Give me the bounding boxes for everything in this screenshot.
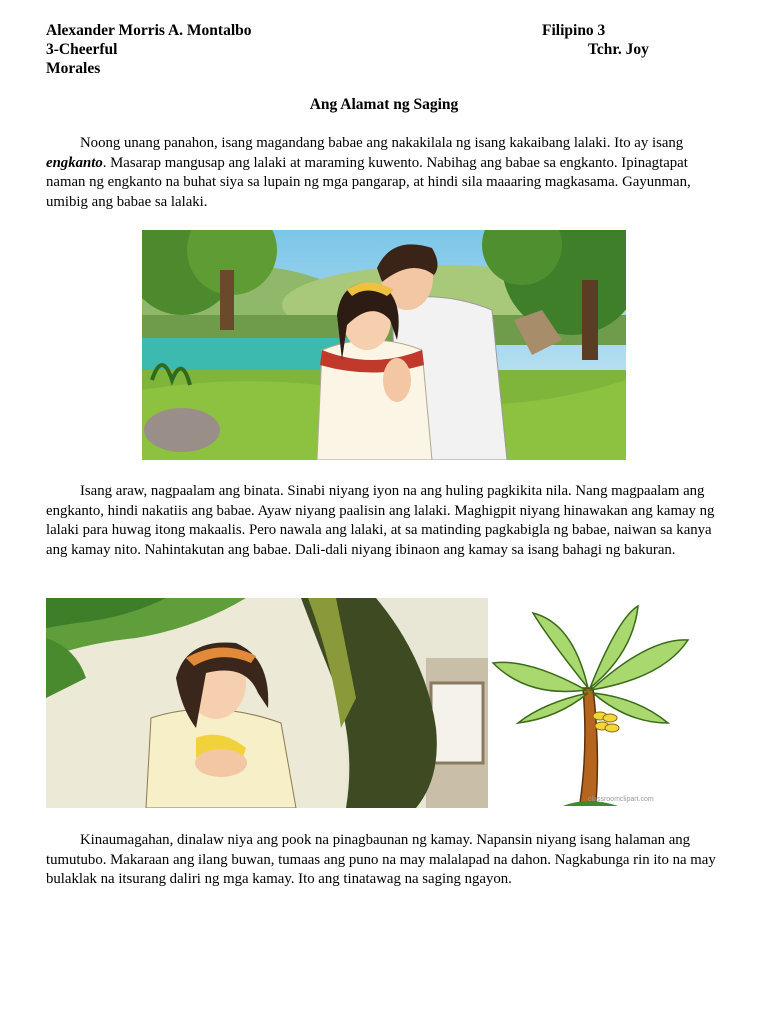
teacher-surname: Morales (46, 60, 101, 77)
paragraph-2-text: Isang araw, nagpaalam ang binata. Sinabi niyang iyon na ang huling pagkikita nila. Nang magpaalam ang engkanto, hindi nakatiis ang babae. Ayaw niyang paalisin ang lalaki. Maghigpit niyang hinawakan ang kamay ng lalaki para huwag itong makaalis. Pero nawala ang lalaki, at sa matinding pagkabigla ng babae, naiwan sa kanya ang kamay nito. Nahintakutan ang babae. Dali-dali niyang ibinaon ang kamay sa isang bahagi ng bakuran. (46, 483, 715, 558)
paragraph-3 (46, 831, 726, 890)
student-name: Alexander Morris A. Montalbo (46, 22, 252, 39)
banana-tree-clipart (488, 598, 692, 810)
section-label: 3-Cheerful (46, 41, 118, 58)
teacher-label: Tchr. Joy (588, 41, 649, 58)
subject-label: Filipino 3 (542, 22, 606, 39)
paragraph-1-text-end: . Masarap mangusap ang lalaki at maraming kuwento. Nabihag ang babae sa engkanto. Ipinagtapat naman ng engkanto na buhat siya sa lupain ng mga pangarap, at hindi sila maaaring magkasama. Gayunman, umibig ang babae sa lalaki. (46, 154, 691, 210)
tree-watermark: classroomclipart.com (588, 796, 654, 803)
paragraph-1 (46, 134, 726, 212)
girl-holding-bananas-illustration (46, 598, 488, 808)
paragraph-1-emphasis: engkanto (46, 154, 103, 171)
page-title: Ang Alamat ng Saging (309, 96, 459, 113)
paragraph-2 (46, 482, 726, 560)
paragraph-3-text: Kinaumagahan, dinalaw niya ang pook na pinagbaunan ng kamay. Napansin niyang isang halaman ang tumutubo. Makaraan ang ilang buwan, tumaas ang puno na may malalapad na dahon. Nagkabunga rin ito na may bulaklak na itsurang daliri ng mga kamay. Ito ang tinatawag na saging ngayon. (46, 832, 716, 888)
paragraph-1-text-start: Noong unang panahon, isang magandang babae ang nakakilala ng isang kakaibang lalaki. Ito ay isang (80, 135, 684, 151)
couple-illustration (142, 230, 626, 460)
